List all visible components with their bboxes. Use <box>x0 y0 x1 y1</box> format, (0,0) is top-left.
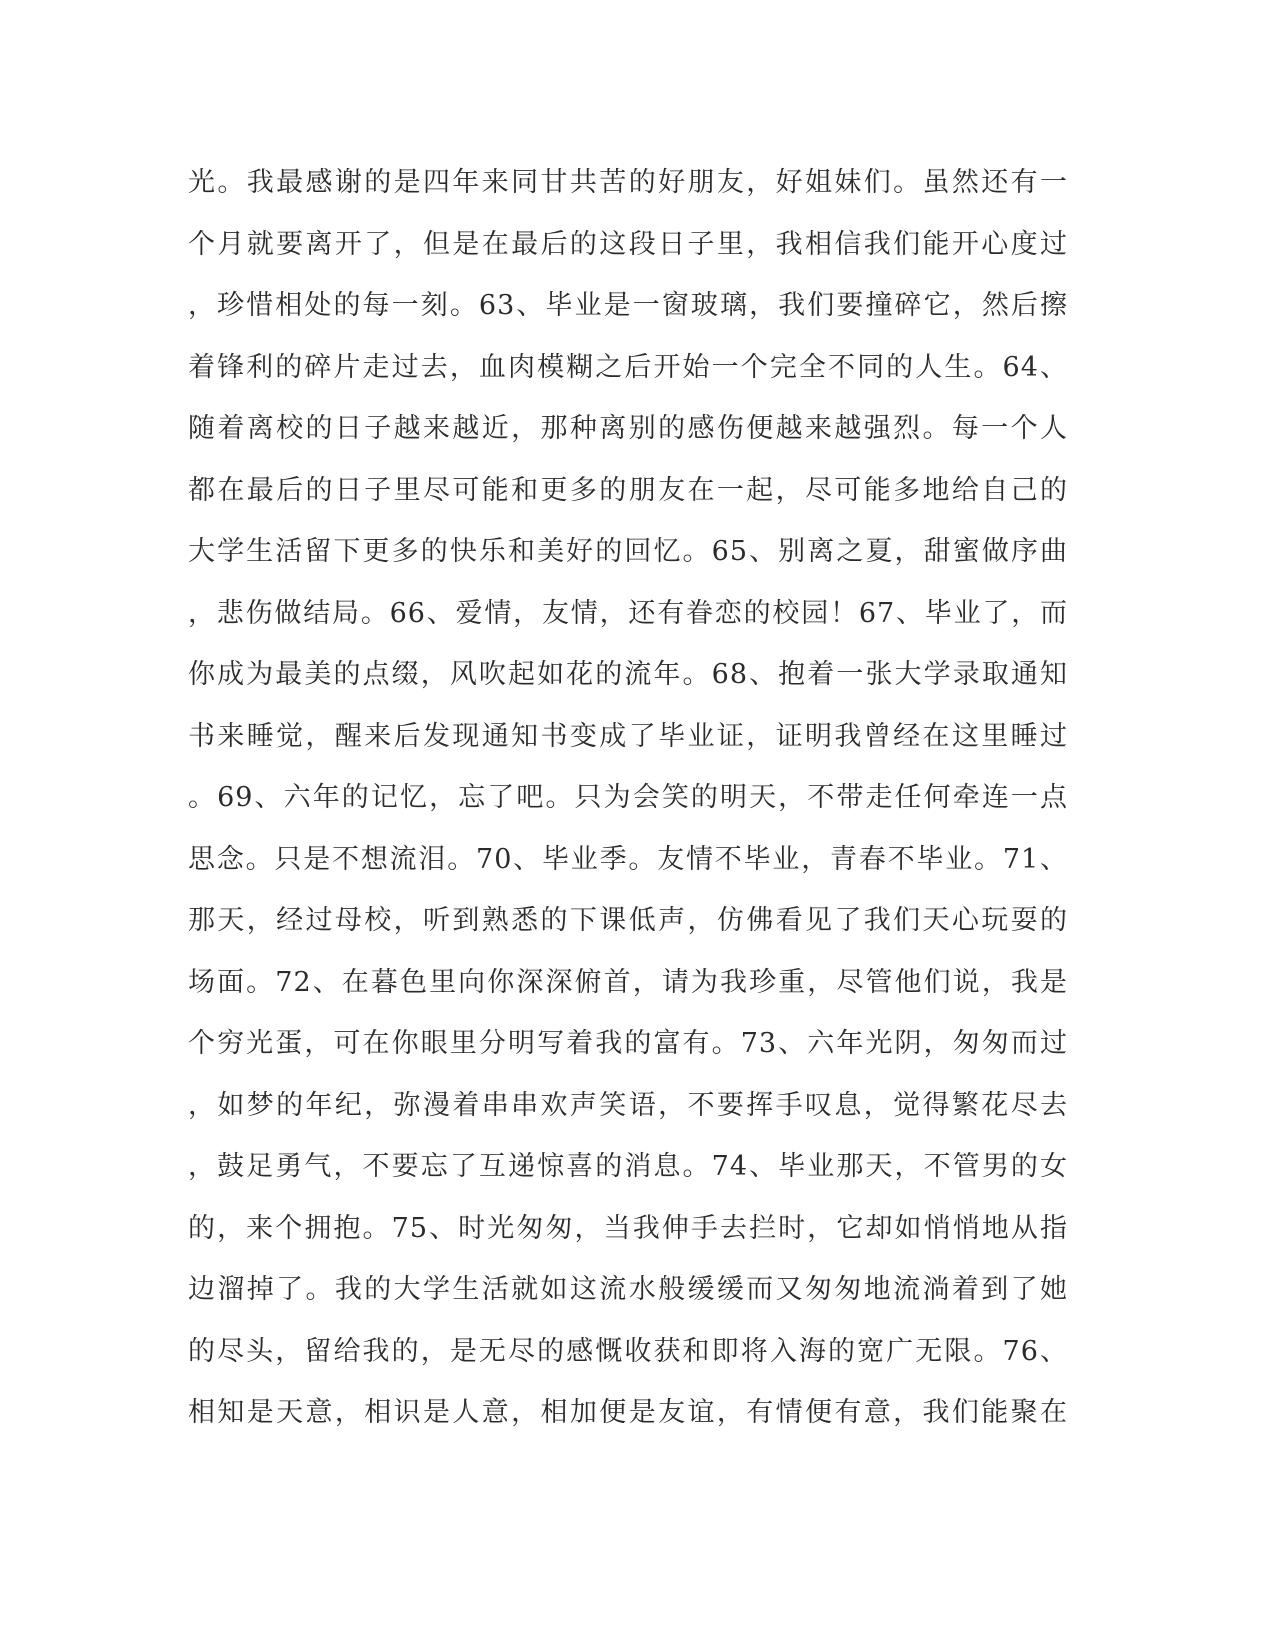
text-line-14: 场面。72、在暮色里向你深深俯首，请为我珍重，尽管他们说，我是 <box>188 966 1068 998</box>
text-line-20: 的尽头，留给我的，是无尽的感慨收获和即将入海的宽广无限。76、 <box>188 1335 1068 1367</box>
text-line-3: ，珍惜相处的每一刻。63、毕业是一窗玻璃，我们要撞碎它，然后擦 <box>188 290 1068 321</box>
text-line-16: ，如梦的年纪，弥漫着串串欢声笑语，不要挥手叹息，觉得繁花尽去 <box>188 1089 1068 1121</box>
text-line-9: 你成为最美的点缀，风吹起如花的流年。68、抱着一张大学录取通知 <box>188 659 1068 690</box>
text-line-1: 光。我最感谢的是四年来同甘共苦的好朋友，好姐妹们。虽然还有一 <box>188 167 1068 198</box>
text-line-18: 的，来个拥抱。75、时光匆匆，当我伸手去拦时，它却如悄悄地从指 <box>188 1212 1068 1244</box>
text-line-17: ，鼓足勇气，不要忘了互递惊喜的消息。74、毕业那天，不管男的女 <box>188 1151 1068 1182</box>
text-line-10: 书来睡觉，醒来后发现通知书变成了毕业证，证明我曾经在这里睡过 <box>188 720 1068 752</box>
text-line-7: 大学生活留下更多的快乐和美好的回忆。65、别离之夏，甜蜜做序曲 <box>188 536 1068 567</box>
text-line-8: ，悲伤做结局。66、爱情，友情，还有眷恋的校园！67、毕业了，而 <box>188 597 1068 629</box>
text-line-4: 着锋利的碎片走过去，血肉模糊之后开始一个完全不同的人生。64、 <box>188 351 1068 383</box>
text-line-19: 边溜掉了。我的大学生活就如这流水般缓缓而又匆匆地流淌着到了她 <box>188 1274 1068 1305</box>
text-line-12: 思念。只是不想流泪。70、毕业季。友情不毕业，青春不毕业。71、 <box>188 843 1068 875</box>
text-line-21: 相知是天意，相识是人意，相加便是友谊，有情便有意，我们能聚在 <box>188 1397 1068 1428</box>
text-line-6: 都在最后的日子里尽可能和更多的朋友在一起，尽可能多地给自己的 <box>188 474 1068 506</box>
text-line-5: 随着离校的日子越来越近，那种离别的感伤便越来越强烈。每一个人 <box>188 413 1068 444</box>
body-text <box>188 152 1068 1444</box>
text-line-2: 个月就要离开了，但是在最后的这段日子里，我相信我们能开心度过 <box>188 228 1068 260</box>
text-line-13: 那天，经过母校，听到熟悉的下课低声，仿佛看见了我们天心玩耍的 <box>188 905 1068 936</box>
text-line-11: 。69、六年的记忆，忘了吧。只为会笑的明天，不带走任何牵连一点 <box>188 782 1068 813</box>
text-line-15: 个穷光蛋，可在你眼里分明写着我的富有。73、六年光阴，匆匆而过 <box>188 1028 1068 1059</box>
